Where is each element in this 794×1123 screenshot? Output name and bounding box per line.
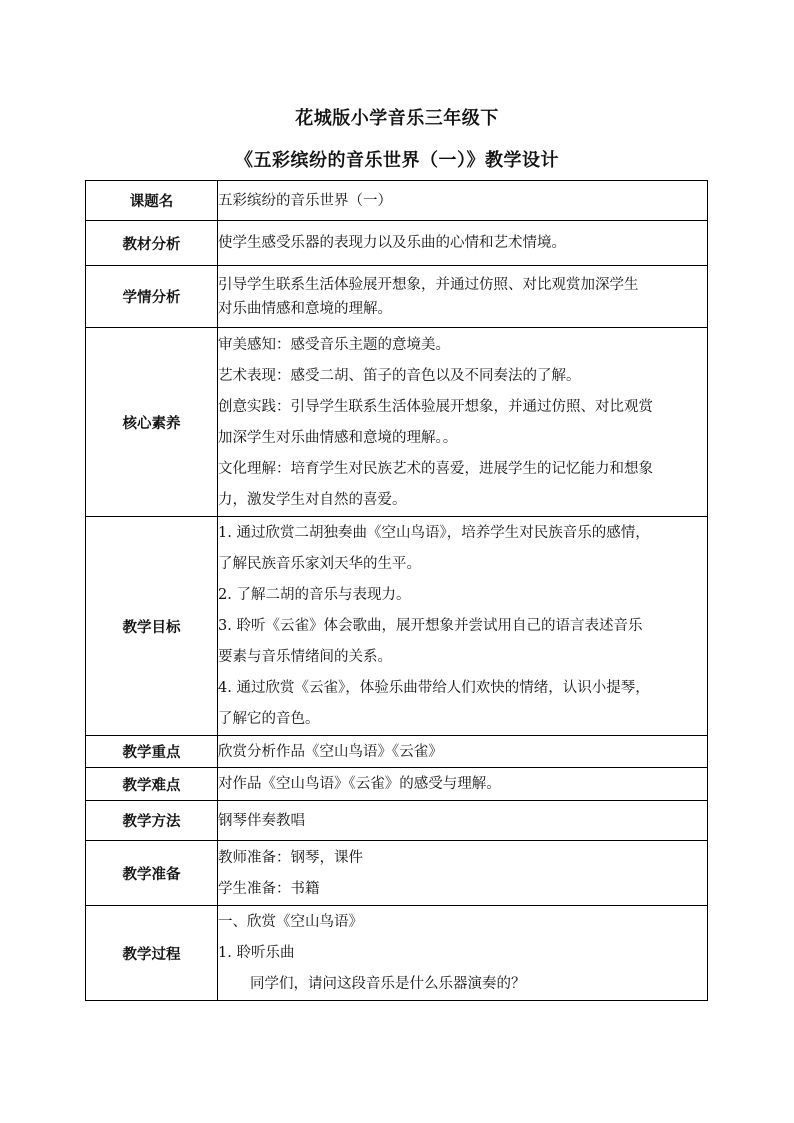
label-difficulty: 教学难点 [86,768,218,801]
row-students [86,266,708,328]
text-line: 引导学生联系生活体验展开想象，并通过仿照、对比观赏加深学生 [218,276,639,293]
text-line: 欣赏分析作品《空山鸟语》《云雀》 [218,743,443,760]
text-line: 审美感知：感受音乐主题的意境美。 [218,336,450,353]
row-literacy [86,328,708,517]
text-line: 艺术表现：感受二胡、笛子的音色以及不同奏法的了解。 [218,367,581,384]
text-line: 4. 通过欣赏《云雀》，体验乐曲带给人们欢快的情绪，认识小提琴， [218,680,650,696]
text-line: 学生准备：书籍 [218,880,320,897]
content-students [218,266,708,328]
label-goals: 教学目标 [86,517,218,736]
paragraph [218,585,707,605]
text-line: 使学生感受乐器的表现力以及乐曲的心情和艺术情境。 [218,235,566,251]
row-topic [86,181,708,221]
text-line: 加深学生对乐曲情感和意境的理解。。 [218,429,458,446]
text-line: 2. 了解二胡的音乐与表现力。 [218,587,411,603]
text-line: 了解民族音乐家刘天华的生平。 [218,556,421,572]
label-textbook: 教材分析 [86,221,218,266]
paragraph [218,848,707,899]
paragraph [218,912,707,994]
paragraph [218,616,707,667]
content-goals [218,517,708,736]
row-textbook [86,221,708,266]
label-literacy: 核心素养 [86,328,218,517]
content-key [218,736,708,768]
row-method [86,801,708,841]
row-process [86,906,708,1001]
paragraph [218,523,707,574]
paragraph [218,678,707,729]
text-line: 了解它的音色。 [218,711,320,727]
content-textbook [218,221,708,266]
content-prep [218,841,708,906]
document-subtitle: 《五彩缤纷的音乐世界（一）》教学设计 [235,150,559,171]
row-prep [86,841,708,906]
paragraph [218,366,707,386]
paragraph [218,397,707,448]
label-topic: 课题名 [86,181,218,221]
paragraph [218,335,707,355]
row-difficulty [86,768,708,801]
row-key [86,736,708,768]
row-goals [86,517,708,736]
content-topic [218,181,708,221]
paragraph [218,275,707,319]
label-process: 教学过程 [86,906,218,1001]
document-title: 花城版小学音乐三年级下 [295,108,499,129]
text-line: 五彩缤纷的音乐世界（一） [218,192,392,209]
text-line: 创意实践：引导学生联系生活体验展开想象，并通过仿照、对比观赏 [218,398,653,415]
label-students: 学情分析 [86,266,218,328]
text-line: 同学们，请问这段音乐是什么乐器演奏的？ [250,976,526,992]
text-line: 力，激发学生对自然的喜爱。 [218,491,407,508]
label-method: 教学方法 [86,801,218,841]
content-process [218,906,708,1001]
lesson-plan-table [85,180,708,1001]
text-line: 文化理解：培育学生对民族艺术的喜爱，进展学生的记忆能力和想象 [218,460,653,477]
text-line: 钢琴伴奏教唱 [218,812,305,829]
label-prep: 教学准备 [86,841,218,906]
text-line: 教师准备：钢琴，课件 [218,849,363,866]
text-line: 对作品《空山鸟语》《云雀》的感受与理解。 [218,776,501,792]
text-line: 一、欣赏《空山鸟语》 [218,914,363,930]
text-line: 要素与音乐情绪间的关系。 [218,649,392,665]
text-line: 1. 聆听乐曲 [218,945,295,961]
text-line: 对乐曲情感和意境的理解。 [218,300,392,317]
paragraph [218,459,707,510]
text-line: 3. 聆听《云雀》体会歌曲，展开想象并尝试用自己的语言表述音乐 [218,618,643,634]
label-key: 教学重点 [86,736,218,768]
text-line: 1. 通过欣赏二胡独奏曲《空山鸟语》，培养学生对民族音乐的感情， [218,525,650,541]
content-literacy [218,328,708,517]
content-method [218,801,708,841]
content-difficulty [218,768,708,801]
